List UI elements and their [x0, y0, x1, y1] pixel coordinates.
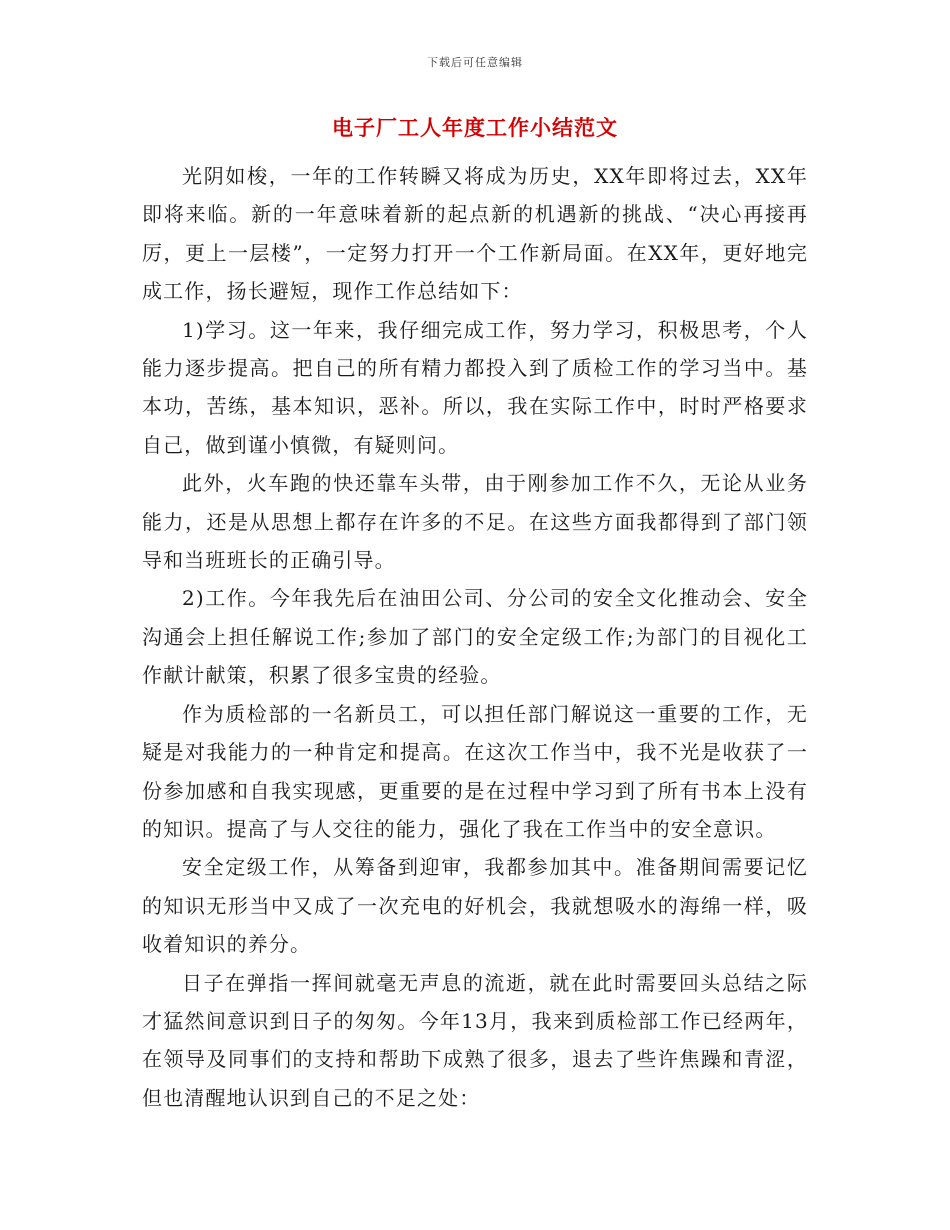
paragraph-intro: 光阴如梭，一年的工作转瞬又将成为历史，XX年即将过去，XX年即将来临。新的一年意味着新的起点新的机遇新的挑战、“决心再接再厉，更上一层楼”，一定努力打开一个工作新局面。在XX年，更好地完成工作，扬长避短，现作工作总结如下：	[142, 164, 808, 304]
header-note: 下载后可任意编辑	[427, 56, 523, 69]
paragraph-reflection: 日子在弹指一挥间就毫无声息的流逝，就在此时需要回头总结之际才猛然间意识到日子的匆匆。今年13月，我来到质检部工作已经两年，在领导及同事们的支持和帮助下成熟了很多，退去了些许焦躁和青涩，但也清醒地认识到自己的不足之处：	[142, 970, 808, 1110]
document-body	[142, 157, 808, 1117]
paragraph-guidance: 此外，火车跑的快还靠车头带，由于刚参加工作不久，无论从业务能力，还是从思想上都存在许多的不足。在这些方面我都得到了部门领导和当班班长的正确引导。	[142, 471, 808, 573]
paragraph-new-employee: 作为质检部的一名新员工，可以担任部门解说这一重要的工作，无疑是对我能力的一种肯定和提高。在这次工作当中，我不光是收获了一份参加感和自我实现感，更重要的是在过程中学习到了所有书本上没有的知识。提高了与人交往的能力，强化了我在工作当中的安全意识。	[142, 701, 808, 841]
paragraph-study: 1)学习。这一年来，我仔细完成工作，努力学习，积极思考，个人能力逐步提高。把自己的所有精力都投入到了质检工作的学习当中。基本功，苦练，基本知识，恶补。所以，我在实际工作中，时时严格要求自己，做到谨小慎微，有疑则问。	[142, 317, 808, 457]
paragraph-safety-rating: 安全定级工作，从筹备到迎审，我都参加其中。准备期间需要记忆的知识无形当中又成了一次充电的好机会，我就想吸水的海绵一样，吸收着知识的养分。	[142, 855, 808, 957]
document-title: 电子厂工人年度工作小结范文	[332, 116, 618, 140]
paragraph-work: 2)工作。今年我先后在油田公司、分公司的安全文化推动会、安全沟通会上担任解说工作;参加了部门的安全定级工作;为部门的目视化工作献计献策，积累了很多宝贵的经验。	[142, 586, 808, 688]
